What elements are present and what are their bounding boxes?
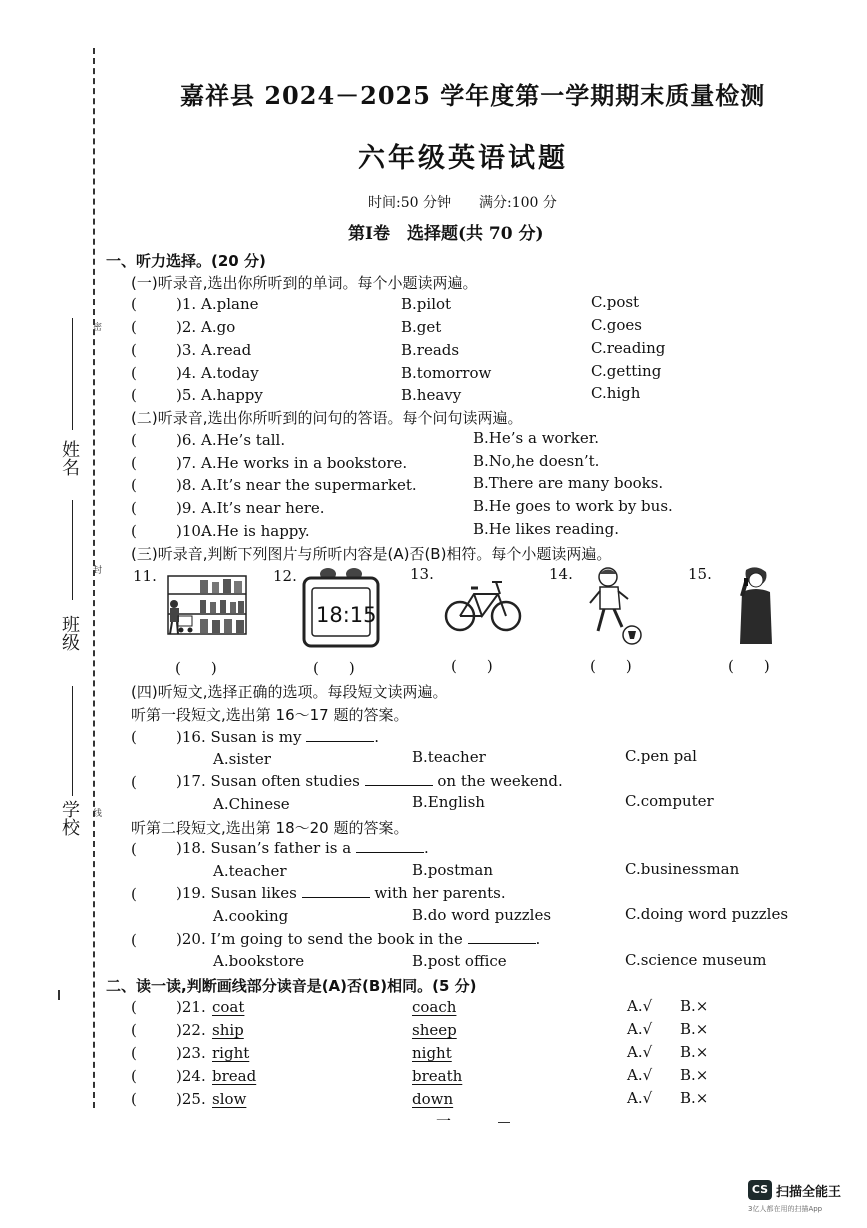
part2-heading: 二、读一读,判断画线部分读音是(A)否(B)相同。(5 分) — [106, 977, 477, 995]
item-number: )22. — [176, 1021, 206, 1039]
word-one: slow — [212, 1090, 247, 1108]
answer-paren[interactable]: ( — [131, 931, 137, 949]
option-a: A.plane — [201, 295, 259, 313]
option-a: A.today — [201, 364, 259, 382]
option-c: C.high — [591, 384, 641, 402]
word-two: sheep — [412, 1021, 457, 1039]
option-b: B.do word puzzles — [412, 906, 552, 924]
item-number: )4. — [176, 364, 197, 382]
school-blank-line — [72, 686, 73, 796]
item-number: )24. — [176, 1067, 206, 1085]
stem-ending: on the weekend. — [437, 772, 563, 790]
stem-text: Susan likes — [210, 884, 297, 902]
option-b: B.postman — [412, 861, 493, 879]
supermarket-shelf-icon — [160, 574, 250, 642]
fill-blank[interactable] — [306, 729, 374, 742]
item-number: )20. — [176, 930, 206, 948]
stem-ending: . — [535, 930, 541, 948]
option-b: B.tomorrow — [401, 364, 492, 382]
item-number: )2. — [176, 318, 197, 336]
exam-info: 时间:50 分钟 满分:100 分 — [368, 195, 557, 211]
option-a: A.√ — [627, 1043, 653, 1061]
sec3-instruction: (三)听录音,判断下列图片与所听内容是(A)否(B)相符。每个小题读两遍。 — [131, 545, 612, 563]
name-label: 姓名 — [59, 440, 80, 476]
answer-paren[interactable]: ( — [131, 998, 137, 1016]
fill-blank[interactable] — [356, 840, 424, 853]
option-c: C.getting — [591, 362, 662, 380]
answer-paren[interactable]: ( — [131, 1021, 137, 1039]
sec4-instruction: (四)听短文,选择正确的选项。每段短文读两遍。 — [131, 683, 448, 701]
option-a: A.happy — [201, 386, 263, 404]
answer-paren[interactable]: ( — [131, 476, 137, 494]
option-c: C.computer — [625, 792, 714, 810]
question-stem — [176, 884, 506, 902]
answer-paren[interactable]: ( — [131, 431, 137, 449]
sec2-instruction: (二)听录音,选出你所听到的问句的答语。每个问句读两遍。 — [131, 409, 523, 427]
woman-on-phone-icon — [734, 566, 778, 650]
answer-paren[interactable]: ( ) — [590, 657, 632, 675]
answer-paren[interactable]: ( — [131, 728, 137, 746]
answer-paren[interactable]: ( — [131, 364, 137, 382]
option-a: A.It’s near here. — [201, 499, 325, 517]
stem-text: Susan often studies — [210, 772, 360, 790]
volume-heading: 第Ⅰ卷 选择题(共 70 分) — [348, 224, 544, 244]
answer-paren[interactable]: ( — [131, 1044, 137, 1062]
question-stem — [176, 930, 540, 948]
passage1-instruction: 听第一段短文,选出第 16～17 题的答案。 — [131, 706, 409, 724]
school-label: 学校 — [59, 800, 80, 836]
option-a: A.√ — [627, 1066, 653, 1084]
word-two: night — [412, 1044, 452, 1062]
passage2-instruction: 听第二段短文,选出第 18～20 题的答案。 — [131, 819, 409, 837]
item-number: )5. — [176, 386, 197, 404]
option-b: B.× — [680, 1043, 709, 1061]
scanner-slogan: 3亿人都在用的扫描App — [748, 1205, 823, 1213]
class-blank-line — [72, 500, 73, 600]
option-b: B.× — [680, 1020, 709, 1038]
option-a: A.√ — [627, 1089, 653, 1107]
word-one: ship — [212, 1021, 244, 1039]
option-c: C.post — [591, 293, 640, 311]
item-number: )17. — [176, 772, 206, 790]
option-c: C.reading — [591, 339, 666, 357]
option-c: C.science museum — [625, 951, 767, 969]
exam-subtitle: 六年级英语试题 — [358, 143, 568, 174]
option-a: A.√ — [627, 997, 653, 1015]
option-a: A.He works in a bookstore. — [201, 454, 408, 472]
item-number: )3. — [176, 341, 197, 359]
option-b: B.English — [412, 793, 485, 811]
answer-paren[interactable]: ( — [131, 499, 137, 517]
item-number: )23. — [176, 1044, 206, 1062]
item-number: )9. — [176, 499, 197, 517]
word-two: coach — [412, 998, 457, 1016]
answer-paren[interactable]: ( — [131, 454, 137, 472]
option-a: A.sister — [213, 750, 271, 768]
fill-blank[interactable] — [302, 885, 370, 898]
answer-paren[interactable]: ( — [131, 295, 137, 313]
word-one: bread — [212, 1067, 257, 1085]
answer-paren[interactable]: ( — [131, 341, 137, 359]
option-b: B.There are many books. — [473, 474, 664, 492]
binding-mark-feng: 封 — [91, 565, 101, 574]
option-c: C.businessman — [625, 860, 740, 878]
item-number: )1. — [176, 295, 197, 313]
option-c: C.doing word puzzles — [625, 905, 789, 923]
question-stem — [176, 839, 429, 857]
option-b: B.heavy — [401, 386, 462, 404]
option-b: B.He goes to work by bus. — [473, 497, 673, 515]
part1-heading: 一、听力选择。(20 分) — [106, 252, 266, 270]
word-two: down — [412, 1090, 454, 1108]
stem-ending: . — [374, 728, 380, 746]
answer-paren[interactable]: ( — [131, 386, 137, 404]
option-b: B.× — [680, 997, 709, 1015]
answer-paren[interactable]: ( — [131, 1067, 137, 1085]
stem-text: Susan is my — [210, 728, 302, 746]
option-a: A.cooking — [213, 907, 289, 925]
answer-paren[interactable]: ( ) — [175, 659, 217, 677]
option-c: C.pen pal — [625, 747, 697, 765]
option-b: B.× — [680, 1089, 709, 1107]
item-number: )21. — [176, 998, 206, 1016]
stem-text: Susan’s father is a — [210, 839, 352, 857]
clock-display-text: 18:15 — [316, 603, 377, 627]
option-a: A.He’s tall. — [201, 431, 286, 449]
word-one: right — [212, 1044, 250, 1062]
stem-ending: with her parents. — [374, 884, 506, 902]
option-c: C.goes — [591, 316, 642, 334]
item-number: )10. — [176, 522, 206, 540]
pic-number: 13. — [410, 565, 434, 583]
option-b: B.get — [401, 318, 442, 336]
stem-ending: . — [423, 839, 429, 857]
option-a: A.It’s near the supermarket. — [201, 476, 417, 494]
pic-number: 11. — [133, 567, 157, 585]
answer-paren[interactable]: ( — [131, 522, 137, 540]
item-number: )6. — [176, 431, 197, 449]
option-a: A.bookstore — [213, 952, 305, 970]
item-number: )18. — [176, 839, 206, 857]
class-label: 班级 — [59, 615, 80, 651]
option-b: B.post office — [412, 952, 507, 970]
fill-blank[interactable] — [468, 931, 536, 944]
name-blank-line — [72, 318, 73, 430]
option-b: B.No,he doesn’t. — [473, 452, 600, 470]
page-mark-dash — [498, 1122, 510, 1123]
option-b: B.teacher — [412, 748, 486, 766]
answer-paren[interactable]: ( — [131, 773, 137, 791]
option-a: A.√ — [627, 1020, 653, 1038]
margin-tick — [58, 990, 60, 1000]
question-stem — [176, 772, 563, 790]
option-b: B.× — [680, 1066, 709, 1084]
option-b: B.reads — [401, 341, 460, 359]
option-b: B.pilot — [401, 295, 452, 313]
exam-title: 嘉祥县 2024－2025 学年度第一学期期末质量检测 — [180, 81, 766, 110]
binding-mark-xian: 线 — [91, 808, 101, 817]
option-a: A.go — [201, 318, 236, 336]
bicycle-icon — [444, 578, 522, 638]
option-a: A.Chinese — [213, 795, 290, 813]
item-number: )19. — [176, 884, 206, 902]
pic-number: 12. — [273, 567, 297, 585]
stem-text: I’m going to send the book in the — [210, 930, 463, 948]
fill-blank[interactable] — [365, 773, 433, 786]
pic-number: 14. — [549, 565, 573, 583]
boy-kicking-ball-icon — [588, 565, 648, 651]
option-a: A.teacher — [213, 862, 287, 880]
question-stem — [176, 728, 379, 746]
answer-paren[interactable]: ( — [131, 318, 137, 336]
option-a: A.He is happy. — [201, 522, 310, 540]
page-number: 一 — [436, 1112, 452, 1130]
answer-paren[interactable]: ( ) — [313, 659, 355, 677]
option-b: B.He’s a worker. — [473, 429, 599, 447]
option-a: A.read — [201, 341, 252, 359]
item-number: )8. — [176, 476, 197, 494]
scanner-brand: 扫描全能王 — [776, 1185, 842, 1200]
item-number: )25. — [176, 1090, 206, 1108]
binding-mark-mi: 密 — [91, 322, 101, 331]
answer-paren[interactable]: ( ) — [451, 657, 493, 675]
answer-paren[interactable]: ( — [131, 1090, 137, 1108]
word-one: coat — [212, 998, 245, 1016]
answer-paren[interactable]: ( — [131, 885, 137, 903]
answer-paren[interactable]: ( ) — [728, 657, 770, 675]
option-b: B.He likes reading. — [473, 520, 619, 538]
item-number: )7. — [176, 454, 197, 472]
pic-number: 15. — [688, 565, 712, 583]
sec1-instruction: (一)听录音,选出你所听到的单词。每个小题读两遍。 — [131, 274, 478, 292]
scanner-logo-icon: CS — [748, 1180, 772, 1200]
binding-dashed-line — [93, 48, 95, 1108]
item-number: )16. — [176, 728, 206, 746]
word-two: breath — [412, 1067, 463, 1085]
answer-paren[interactable]: ( — [131, 840, 137, 858]
